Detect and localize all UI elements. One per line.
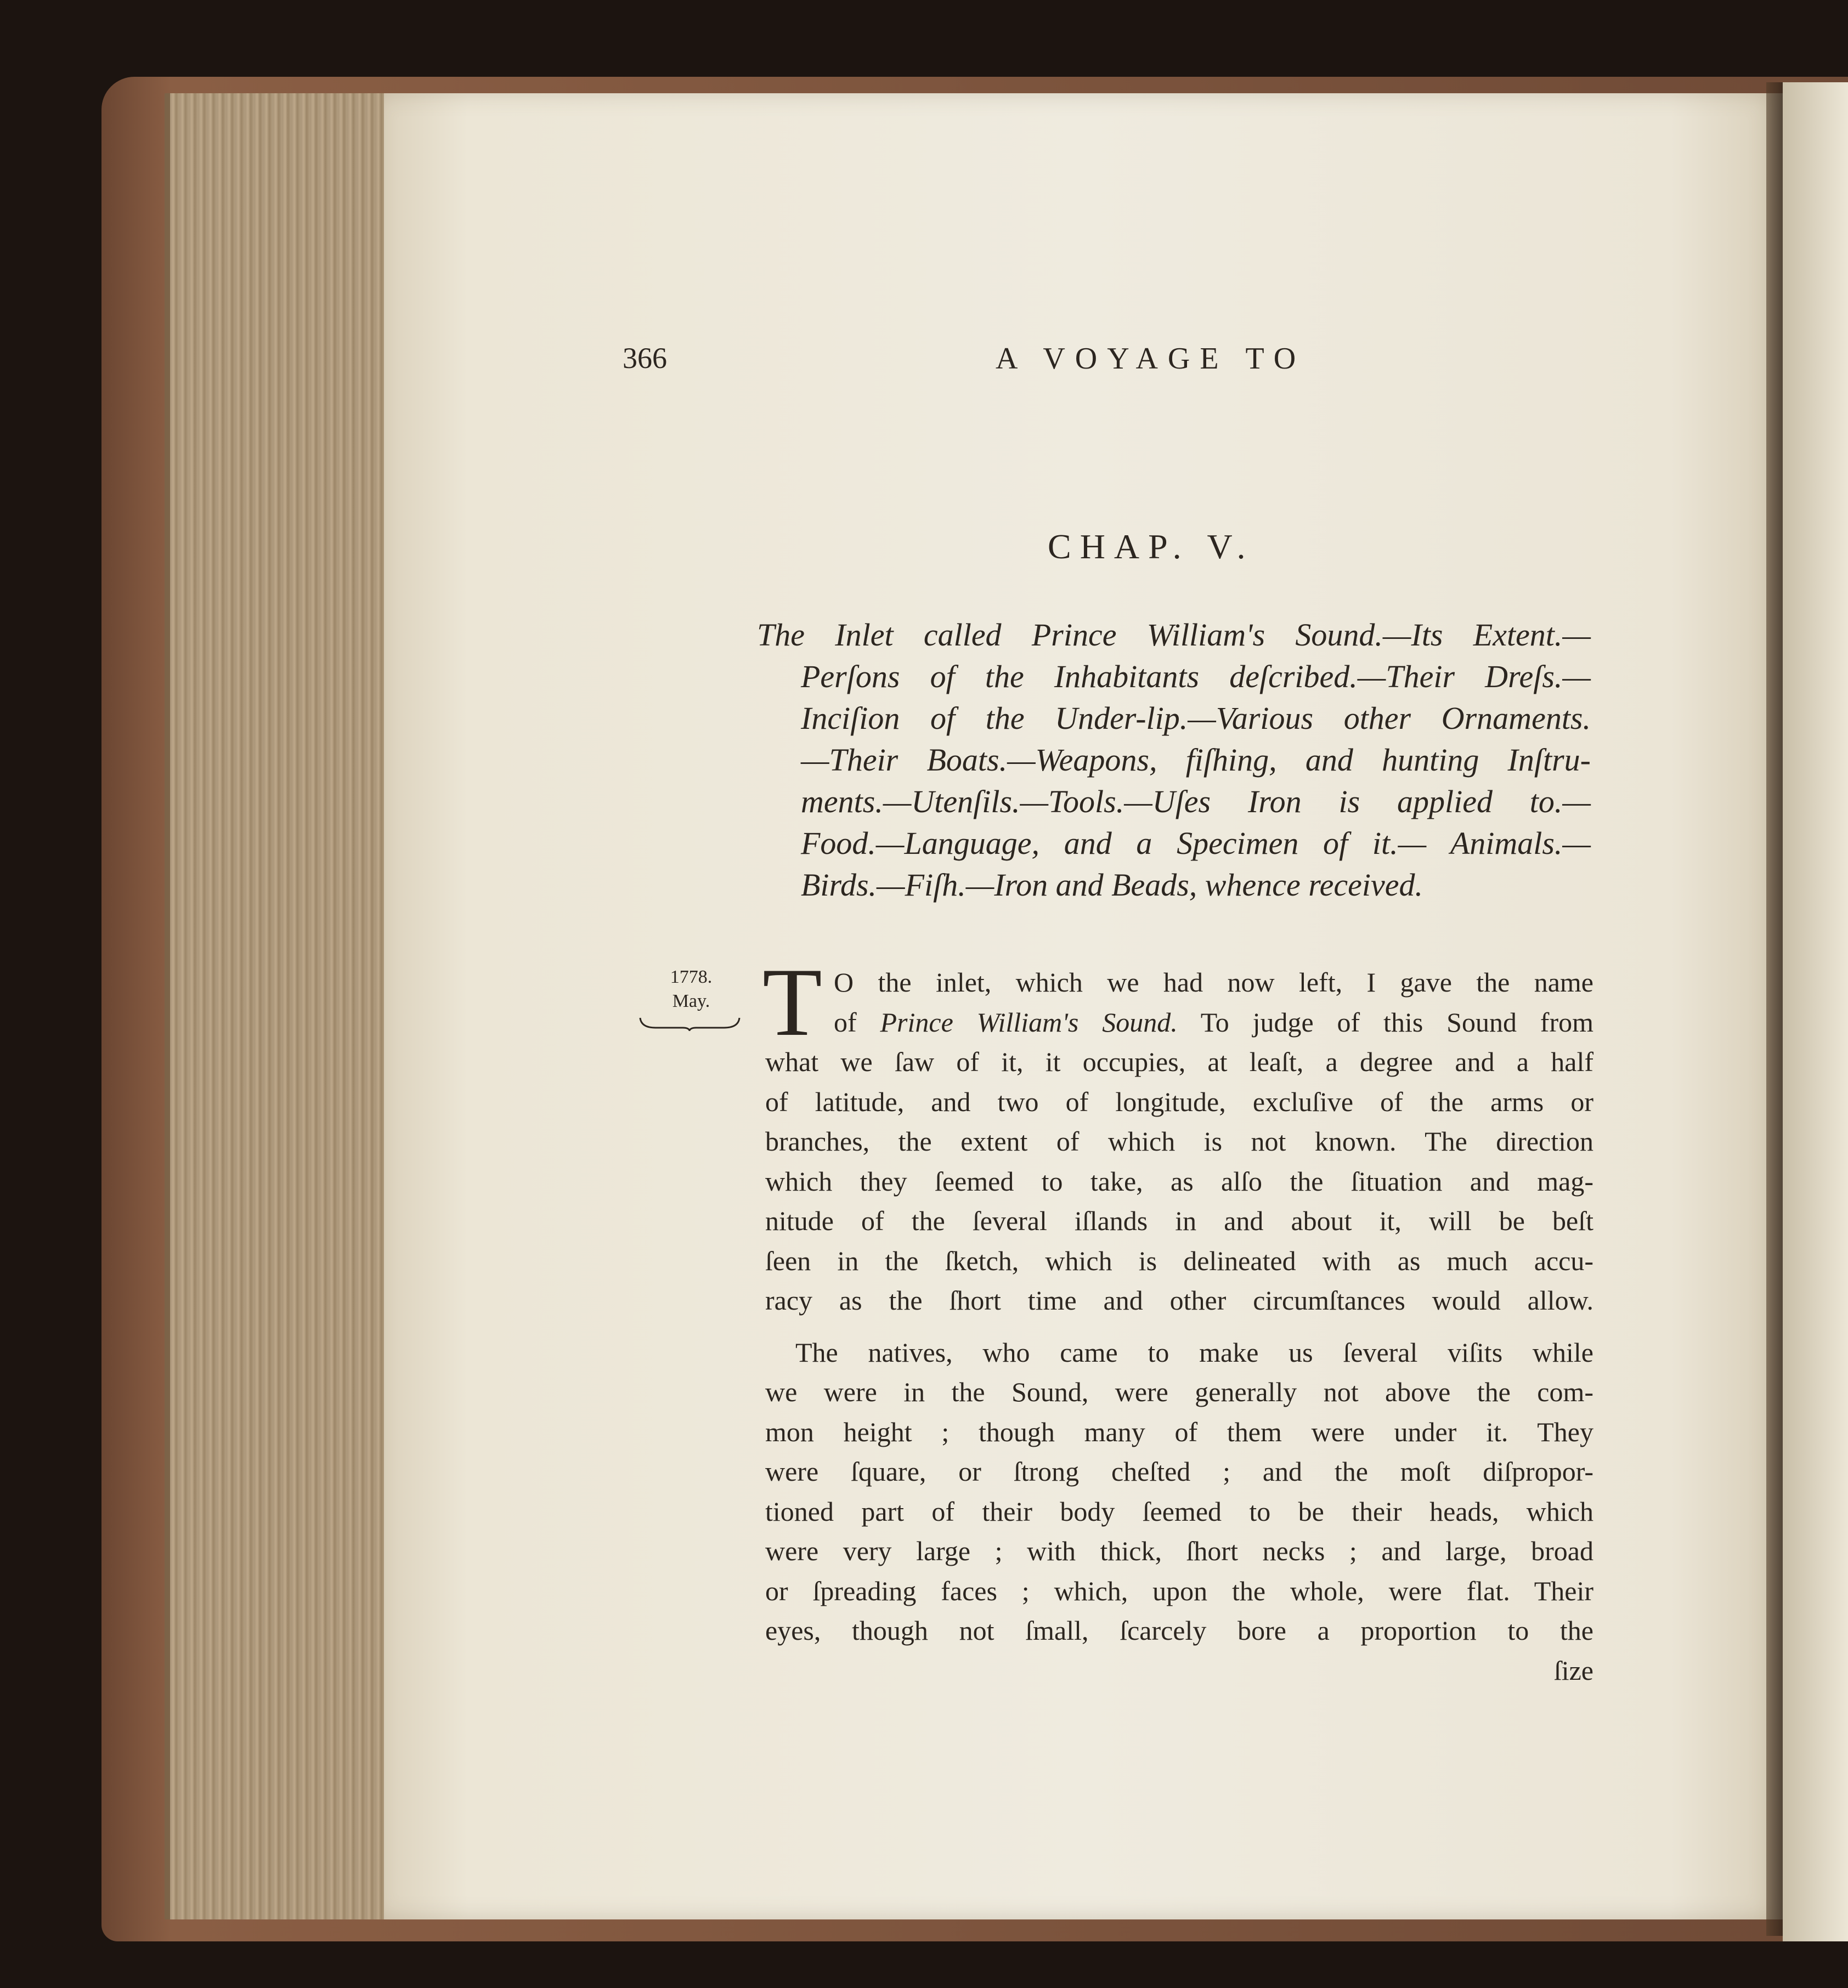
margin-note-year: 1778. bbox=[670, 967, 713, 987]
chapter-title: CHAP. V. bbox=[1048, 527, 1254, 566]
body-line: of latitude, and two of longitude, excluſive of the arms or bbox=[765, 1086, 1593, 1117]
summary-line: Inciſion of the Under-lip.—Various other Ornaments. bbox=[801, 700, 1591, 736]
body-text bbox=[765, 962, 1593, 1690]
body-line: ſeen in the ſketch, which is delineated with as much accu- bbox=[765, 1245, 1593, 1276]
chapter-summary bbox=[757, 614, 1591, 906]
summary-line: Birds.—Fiſh.—Iron and Beads, whence received. bbox=[801, 867, 1423, 903]
margin-brace-icon bbox=[639, 1016, 741, 1031]
summary-line: The Inlet called Prince William's Sound.—Its Extent.— bbox=[757, 617, 1591, 653]
paragraph bbox=[765, 962, 1593, 1321]
body-text-run: To judge of this Sound from bbox=[1177, 1006, 1594, 1038]
running-title: A VOYAGE TO bbox=[996, 342, 1306, 376]
catchword: ſize bbox=[1553, 1655, 1593, 1686]
body-line: nitude of the ſeveral iſlands in and about it, will be beſt bbox=[765, 1205, 1593, 1236]
body-line: eyes, though not ſmall, ſcarcely bore a proportion to the bbox=[765, 1615, 1593, 1646]
body-line: which they ſeemed to take, as alſo the ſituation and mag- bbox=[765, 1165, 1593, 1197]
body-line: we were in the Sound, were generally not above the com- bbox=[765, 1377, 1593, 1407]
running-head bbox=[623, 341, 1610, 390]
body-line: racy as the ſhort time and other circumſtances would allow. bbox=[765, 1285, 1593, 1316]
summary-line: Perſons of the Inhabitants deſcribed.—Their Dreſs.— bbox=[801, 659, 1591, 694]
paragraph bbox=[765, 1333, 1593, 1691]
facing-page-edge bbox=[1783, 82, 1848, 1941]
page-number: 366 bbox=[623, 342, 667, 375]
body-italic-run: Prince William's Sound. bbox=[880, 1006, 1178, 1038]
body-line: The natives, who came to make us ſeveral viſits while bbox=[795, 1336, 1593, 1368]
body-line: or ſpreading faces ; which, upon the whole, were flat. Their bbox=[765, 1575, 1593, 1606]
summary-line: ments.—Utenſils.—Tools.—Uſes Iron is applied to.— bbox=[801, 784, 1591, 819]
body-line: were ſquare, or ſtrong cheſted ; and the moſt diſpropor- bbox=[765, 1456, 1593, 1487]
body-line: mon height ; though many of them were under it. They bbox=[765, 1416, 1593, 1447]
margin-note-month: May. bbox=[672, 991, 710, 1011]
body-text-run: of bbox=[834, 1006, 880, 1038]
margin-note bbox=[636, 965, 746, 1013]
body-line: branches, the extent of which is not known. The direction bbox=[765, 1126, 1593, 1157]
body-line bbox=[765, 1003, 1593, 1043]
body-line: were very large ; with thick, ſhort necks ; and large, broad bbox=[765, 1536, 1593, 1566]
drop-cap: T bbox=[762, 948, 822, 1056]
body-line: O the inlet, which we had now left, I gave the name bbox=[834, 967, 1593, 998]
body-line: what we ſaw of it, it occupies, at leaſt, a degree and a half bbox=[765, 1046, 1593, 1077]
page-edges bbox=[165, 93, 400, 1919]
summary-line: —Their Boats.—Weapons, fiſhing, and hunting Inſtru- bbox=[801, 742, 1591, 778]
summary-line: Food.—Language, and a Specimen of it.— Animals.— bbox=[801, 825, 1591, 861]
body-line: tioned part of their body ſeemed to be their heads, which bbox=[765, 1496, 1593, 1527]
